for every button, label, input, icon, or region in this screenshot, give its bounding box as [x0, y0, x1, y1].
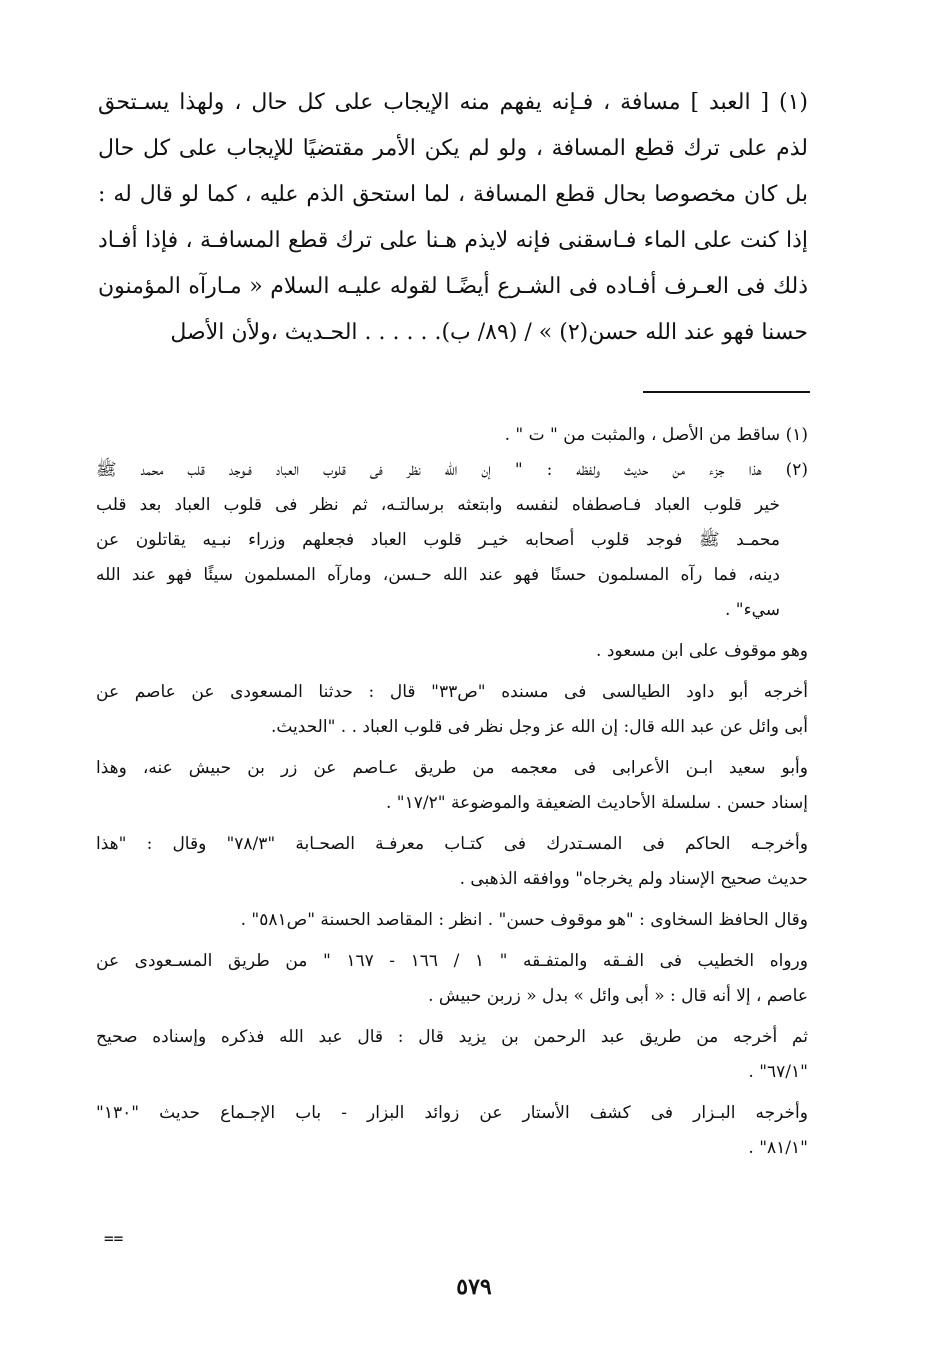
footnote-2-line: وأخرجـه الحاكم فى المسـتدرك فى كتـاب معرفـة الصحـابة "٧٨/٣" وقال : "هذا — [96, 834, 808, 854]
footnotes-block — [96, 418, 808, 1166]
footnote-2-line: "٦٧/١" . — [748, 1062, 808, 1082]
footnote-2-line: خير قلوب العباد فـاصطفاه لنفسه وابتعثه برسالتـه، ثم نظر فى قلوب العباد بعد قلب — [96, 495, 780, 515]
page-number: ٥٧٩ — [456, 1274, 492, 1300]
main-text-line: (١) [ العبد ] مسافة ، فـإنه يفهم منه الإيجاب على كل حال ، ولهذا يسـتحق — [98, 90, 808, 115]
footnote-2-line: أخرجه أبو داود الطيالسى فى مسنده "ص٣٣" قال : حدثنا المسعودى عن عاصم عن — [96, 682, 808, 702]
main-text-line: لذم على ترك قطع المسافة ، ولو لم يكن الأمر مقتضيًا للإيجاب على كل حال — [98, 136, 808, 161]
main-text-block — [98, 80, 808, 356]
footnote-2-line: عاصم ، إلا أنه قال : « أبى وائل » بدل « زربن حبيش . — [428, 986, 808, 1006]
main-text-line: بل كان مخصوصا بحال قطع المسافة ، لما استحق الذم عليه ، كما لو قال له : — [98, 182, 808, 207]
footnote-2-line: دينه، فما رآه المسلمون حسنًا فهو عند الله حـسن، ومارآه المسلمون سيئًا فهو عند الله — [96, 565, 780, 585]
main-text-line: ذلك فى العـرف أفـاده فى الشـرع أيضًـا لقوله عليـه السلام « مـارآه المؤمنون — [98, 274, 808, 299]
footnote-2-line: "٨١/١" . — [748, 1138, 808, 1158]
footnote-2-line: ورواه الخطيب فى الفـقه والمتفـقه " ١ / ١٦٦ - ١٦٧ " من طريق المسـعودى عن — [96, 951, 808, 971]
footnote-1-line: (١) ساقط من الأصل ، والمثبت من " ت " . — [504, 425, 808, 445]
footnote-2-line: سيء" . — [724, 600, 780, 620]
footnote-2-line: وأبو سعيد ابـن الأعرابى فى معجمه من طريق عـاصم عن زر بن حبيش عنه، وهذا — [96, 758, 808, 778]
continuation-mark: == — [104, 1229, 124, 1248]
footnote-separator — [643, 391, 810, 393]
footnote-2-line: ثم أخرجه من طريق عبد الرحمن بن يزيد قال : قال عبد الله فذكره وإسناده صحيح — [96, 1027, 808, 1047]
footnote-2-line: وقال الحافظ السخاوى : "هو موقوف حسن" . انظر : المقاصد الحسنة "ص٥٨١" . — [240, 910, 808, 930]
footnote-2-line: حديث صحيح الإسناد ولم يخرجاه" ووافقه الذهبى . — [459, 869, 808, 889]
main-text-line: إذا كنت على الماء فـاسقنى فإنه لايذم هـنا على ترك قطع المسافـة ، فإذا أفـاد — [98, 228, 808, 253]
footnote-2-line: (٢) هذا جزء من حديث ولفظه : " إن الله نظر فى قلوب العباد فـوجد قلب محمد ﷺ — [96, 460, 808, 480]
main-text-line: حسنا فهو عند الله حسن(٢) » / (٨٩/ ب). . . . . . الحـديث ،ولأن الأصل — [170, 320, 808, 345]
footnote-2-line: محمـد ﷺ فوجد قلوب أصحابه خيـر قلوب العباد فجعلهم وزراء نبـيه يقاتلون عن — [96, 530, 780, 550]
footnote-2-line: إسناد حسن . سلسلة الأحاديث الضعيفة والموضوعة "١٧/٢" . — [385, 793, 808, 813]
footnote-2-line: أبى وائل عن عبد الله قال: إن الله عز وجل نظر فى قلوب العباد . . "الحديث. — [270, 717, 808, 737]
footnote-2-line: وهو موقوف على ابن مسعود . — [596, 641, 808, 661]
footnote-2-line: وأخرجه البـزار فى كشف الأستار عن زوائد البزار - باب الإجـماع حديث "١٣٠" — [96, 1103, 808, 1123]
